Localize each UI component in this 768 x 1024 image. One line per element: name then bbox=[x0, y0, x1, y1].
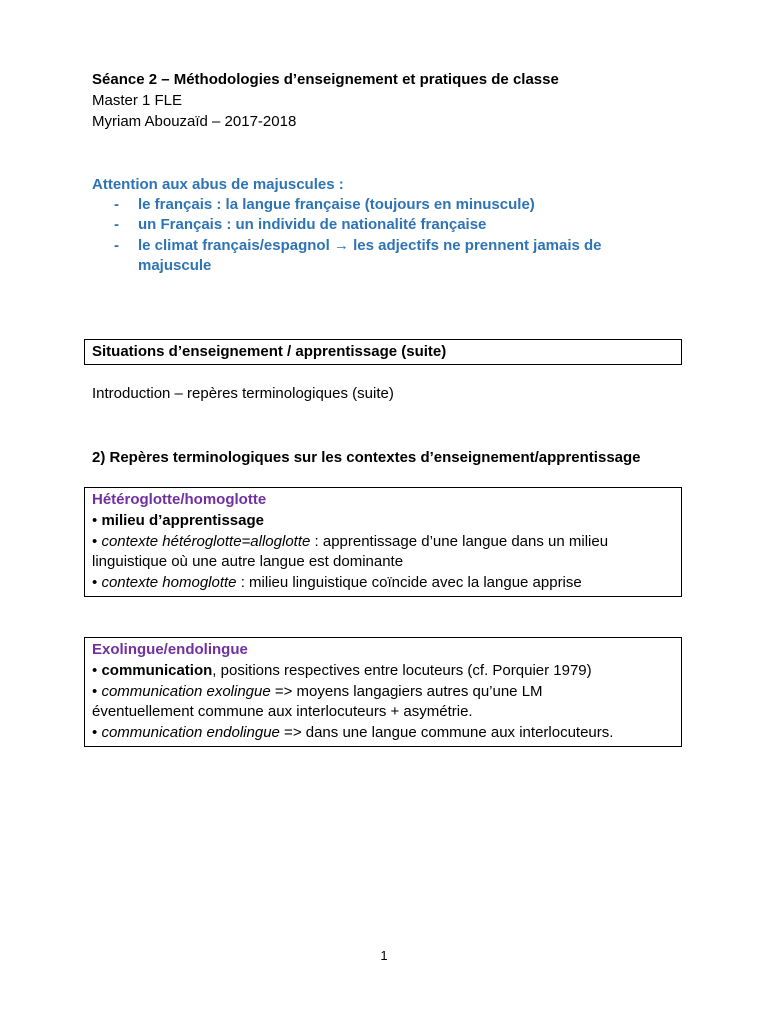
box-line bbox=[92, 682, 543, 702]
course-label: Master 1 FLE bbox=[92, 92, 183, 109]
box-term: communication bbox=[101, 662, 213, 679]
box-line bbox=[92, 511, 264, 531]
bullet-icon: • bbox=[92, 724, 98, 741]
box-line bbox=[92, 532, 608, 552]
notice-item-text: un Français : un individu de nationalité française bbox=[138, 216, 487, 233]
box-term-italic: communication exolingue bbox=[101, 683, 271, 700]
section-title-box bbox=[84, 339, 682, 365]
bullet-icon: • bbox=[92, 683, 98, 700]
bullet-icon: • bbox=[92, 662, 98, 679]
definition-box-exolingue bbox=[84, 637, 682, 747]
subsection-heading: 2) Repères terminologiques sur les contextes d’enseignement/apprentissage bbox=[92, 449, 641, 466]
box-line: éventuellement commune aux interlocuteurs + asymétrie. bbox=[92, 703, 473, 720]
notice-item-text: le français : la langue française (toujours en minuscule) bbox=[138, 196, 535, 213]
intro-line: Introduction – repères terminologiques (suite) bbox=[92, 385, 394, 402]
box-term-italic: communication endolingue bbox=[101, 724, 280, 741]
notice-item-text: majuscule bbox=[138, 257, 212, 274]
box-definition: : milieu linguistique coïncide avec la langue apprise bbox=[236, 574, 582, 591]
box-line bbox=[92, 723, 613, 743]
dash-bullet: - bbox=[114, 216, 119, 233]
box-title: Hétéroglotte/homoglotte bbox=[92, 491, 267, 508]
box-line: linguistique où une autre langue est dominante bbox=[92, 553, 404, 570]
dash-bullet: - bbox=[114, 196, 119, 213]
box-term-italic: contexte homoglotte bbox=[101, 574, 237, 591]
bullet-icon: • bbox=[92, 512, 98, 529]
box-term: milieu d’apprentissage bbox=[101, 512, 264, 529]
box-title: Exolingue/endolingue bbox=[92, 641, 248, 658]
box-line bbox=[92, 661, 592, 681]
bullet-icon: • bbox=[92, 574, 98, 591]
definition-box-heteroglotte bbox=[84, 487, 682, 597]
box-definition: => dans une langue commune aux interlocuteurs. bbox=[279, 724, 614, 741]
dash-bullet: - bbox=[114, 237, 119, 254]
box-definition: => moyens langagiers autres qu’une LM bbox=[270, 683, 543, 700]
notice-item-text: les adjectifs ne prennent jamais de bbox=[353, 237, 602, 254]
notice-item-text: le climat français/espagnol bbox=[138, 237, 330, 254]
bullet-icon: • bbox=[92, 533, 98, 550]
page-number: 1 bbox=[380, 948, 388, 963]
box-line bbox=[92, 573, 582, 593]
notice-item-text-row bbox=[138, 236, 602, 256]
box-definition: : apprentissage d’une langue dans un milieu bbox=[310, 533, 609, 550]
arrow-right-icon: → bbox=[333, 237, 349, 254]
author-year: Myriam Abouzaïd – 2017-2018 bbox=[92, 113, 297, 130]
document-title: Séance 2 – Méthodologies d’enseignement et pratiques de classe bbox=[92, 71, 559, 88]
section-title: Situations d’enseignement / apprentissage (suite) bbox=[92, 343, 447, 360]
box-definition: , positions respectives entre locuteurs (cf. Porquier 1979) bbox=[212, 662, 592, 679]
box-term-italic: contexte hétéroglotte=alloglotte bbox=[101, 533, 311, 550]
notice-heading: Attention aux abus de majuscules : bbox=[92, 176, 344, 193]
